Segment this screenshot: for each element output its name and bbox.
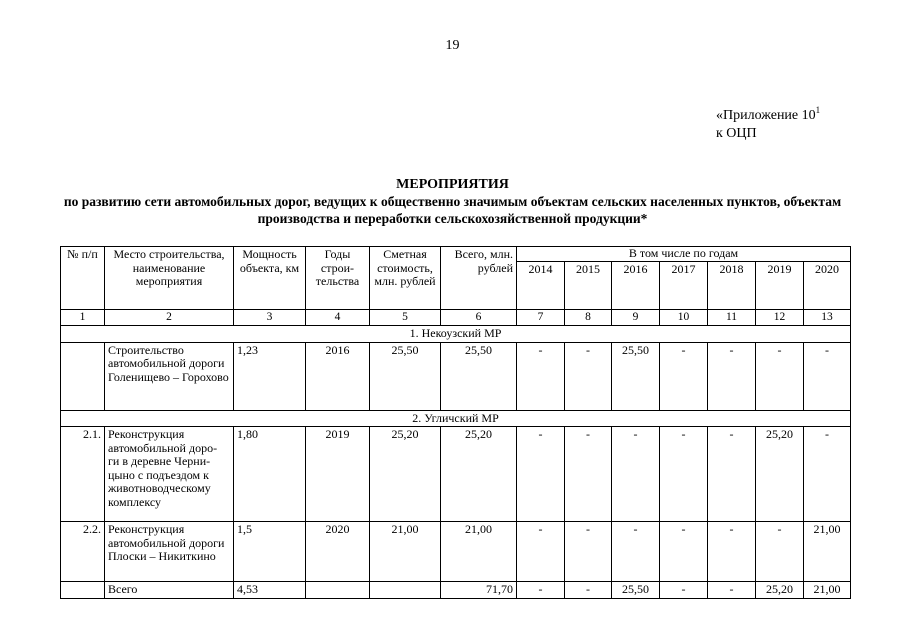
cell-capacity: 1,80 [234, 427, 306, 522]
cell-year-value: - [612, 427, 660, 522]
page-number: 19 [445, 38, 460, 53]
total-years [306, 582, 370, 599]
total-year-value: - [517, 582, 565, 599]
section-title: 1. Некоузский МР [61, 326, 851, 343]
column-number: 11 [708, 309, 756, 326]
column-number: 2 [105, 309, 234, 326]
total-year-value: - [565, 582, 612, 599]
measures-table [60, 246, 851, 599]
cell-year-value: 25,20 [756, 427, 804, 522]
cell-year-value: - [708, 427, 756, 522]
cell-years: 2016 [306, 342, 370, 410]
header-capacity: Мощность объекта, км [234, 247, 306, 310]
cell-year-value: - [708, 522, 756, 582]
title-subheading: по развитию сети автомобильных дорог, ведущих к общественно значимым объектам сельских населенных пунктов, объектам производства и переработки сельскохозяйственной продукции* [63, 194, 842, 226]
header-year: 2020 [804, 261, 851, 309]
table-row [61, 342, 851, 410]
cell-cost: 25,50 [370, 342, 441, 410]
cell-year-value: - [756, 522, 804, 582]
cell-year-value: - [612, 522, 660, 582]
header-year: 2018 [708, 261, 756, 309]
cell-place: Реконструкция автомобильной дороги Плоски – Никиткино [105, 522, 234, 582]
cell-total: 25,50 [441, 342, 517, 410]
cell-capacity: 1,5 [234, 522, 306, 582]
column-number: 8 [565, 309, 612, 326]
cell-years: 2020 [306, 522, 370, 582]
section-title: 2. Угличский МР [61, 410, 851, 427]
table-row [61, 522, 851, 582]
column-number: 9 [612, 309, 660, 326]
total-year-value: - [708, 582, 756, 599]
section-row [61, 326, 851, 343]
appendix-line2: к ОЦП [716, 126, 757, 141]
total-year-value: - [660, 582, 708, 599]
total-row [61, 582, 851, 599]
cell-year-value: - [517, 427, 565, 522]
column-number: 4 [306, 309, 370, 326]
section-row [61, 410, 851, 427]
cell-year-value: - [565, 342, 612, 410]
column-number: 1 [61, 309, 105, 326]
header-year: 2014 [517, 261, 565, 309]
header-total: Всего, млн. рублей [441, 247, 517, 310]
header-place: Место строительства, наименование мероприятия [105, 247, 234, 310]
table-row [61, 427, 851, 522]
cell-no [61, 342, 105, 410]
header-by-years: В том числе по годам [517, 247, 851, 262]
cell-years: 2019 [306, 427, 370, 522]
cell-year-value: 25,50 [612, 342, 660, 410]
header-year: 2019 [756, 261, 804, 309]
cell-year-value: - [565, 427, 612, 522]
header-year: 2015 [565, 261, 612, 309]
total-capacity: 4,53 [234, 582, 306, 599]
total-year-value: 21,00 [804, 582, 851, 599]
header-no: № п/п [61, 247, 105, 310]
cell-no [61, 582, 105, 599]
total-cost [370, 582, 441, 599]
cell-total: 21,00 [441, 522, 517, 582]
column-number: 10 [660, 309, 708, 326]
cell-cost: 25,20 [370, 427, 441, 522]
column-number: 3 [234, 309, 306, 326]
cell-year-value: - [517, 342, 565, 410]
appendix-superscript: 1 [815, 105, 821, 115]
total-sum: 71,70 [441, 582, 517, 599]
column-number-row [61, 309, 851, 326]
appendix-label [716, 107, 820, 143]
document-title [60, 176, 845, 227]
column-number: 13 [804, 309, 851, 326]
total-year-value: 25,50 [612, 582, 660, 599]
cell-year-value: - [660, 427, 708, 522]
cell-no: 2.2. [61, 522, 105, 582]
header-year: 2016 [612, 261, 660, 309]
cell-capacity: 1,23 [234, 342, 306, 410]
total-label: Всего [105, 582, 234, 599]
column-number: 12 [756, 309, 804, 326]
cell-year-value: - [517, 522, 565, 582]
title-heading: МЕРОПРИЯТИЯ [396, 177, 509, 192]
cell-place: Строительство автомобильной дороги Голенищево – Горохово [105, 342, 234, 410]
header-cost: Сметная стоимость, млн. рублей [370, 247, 441, 310]
column-number: 7 [517, 309, 565, 326]
cell-year-value: - [660, 522, 708, 582]
cell-no: 2.1. [61, 427, 105, 522]
cell-place: Реконструкция автомобильной доро- ги в деревне Черни- цыно с подъездом к животноводческому комплексу [105, 427, 234, 522]
total-year-value: 25,20 [756, 582, 804, 599]
column-number: 6 [441, 309, 517, 326]
cell-year-value: - [708, 342, 756, 410]
header-row [61, 247, 851, 262]
appendix-title: «Приложение 10 [716, 108, 816, 123]
cell-year-value: - [804, 342, 851, 410]
cell-year-value: - [660, 342, 708, 410]
cell-total: 25,20 [441, 427, 517, 522]
cell-year-value: - [756, 342, 804, 410]
header-year: 2017 [660, 261, 708, 309]
cell-year-value: 21,00 [804, 522, 851, 582]
cell-year-value: - [804, 427, 851, 522]
cell-year-value: - [565, 522, 612, 582]
column-number: 5 [370, 309, 441, 326]
header-years: Годы строи- тельства [306, 247, 370, 310]
cell-cost: 21,00 [370, 522, 441, 582]
